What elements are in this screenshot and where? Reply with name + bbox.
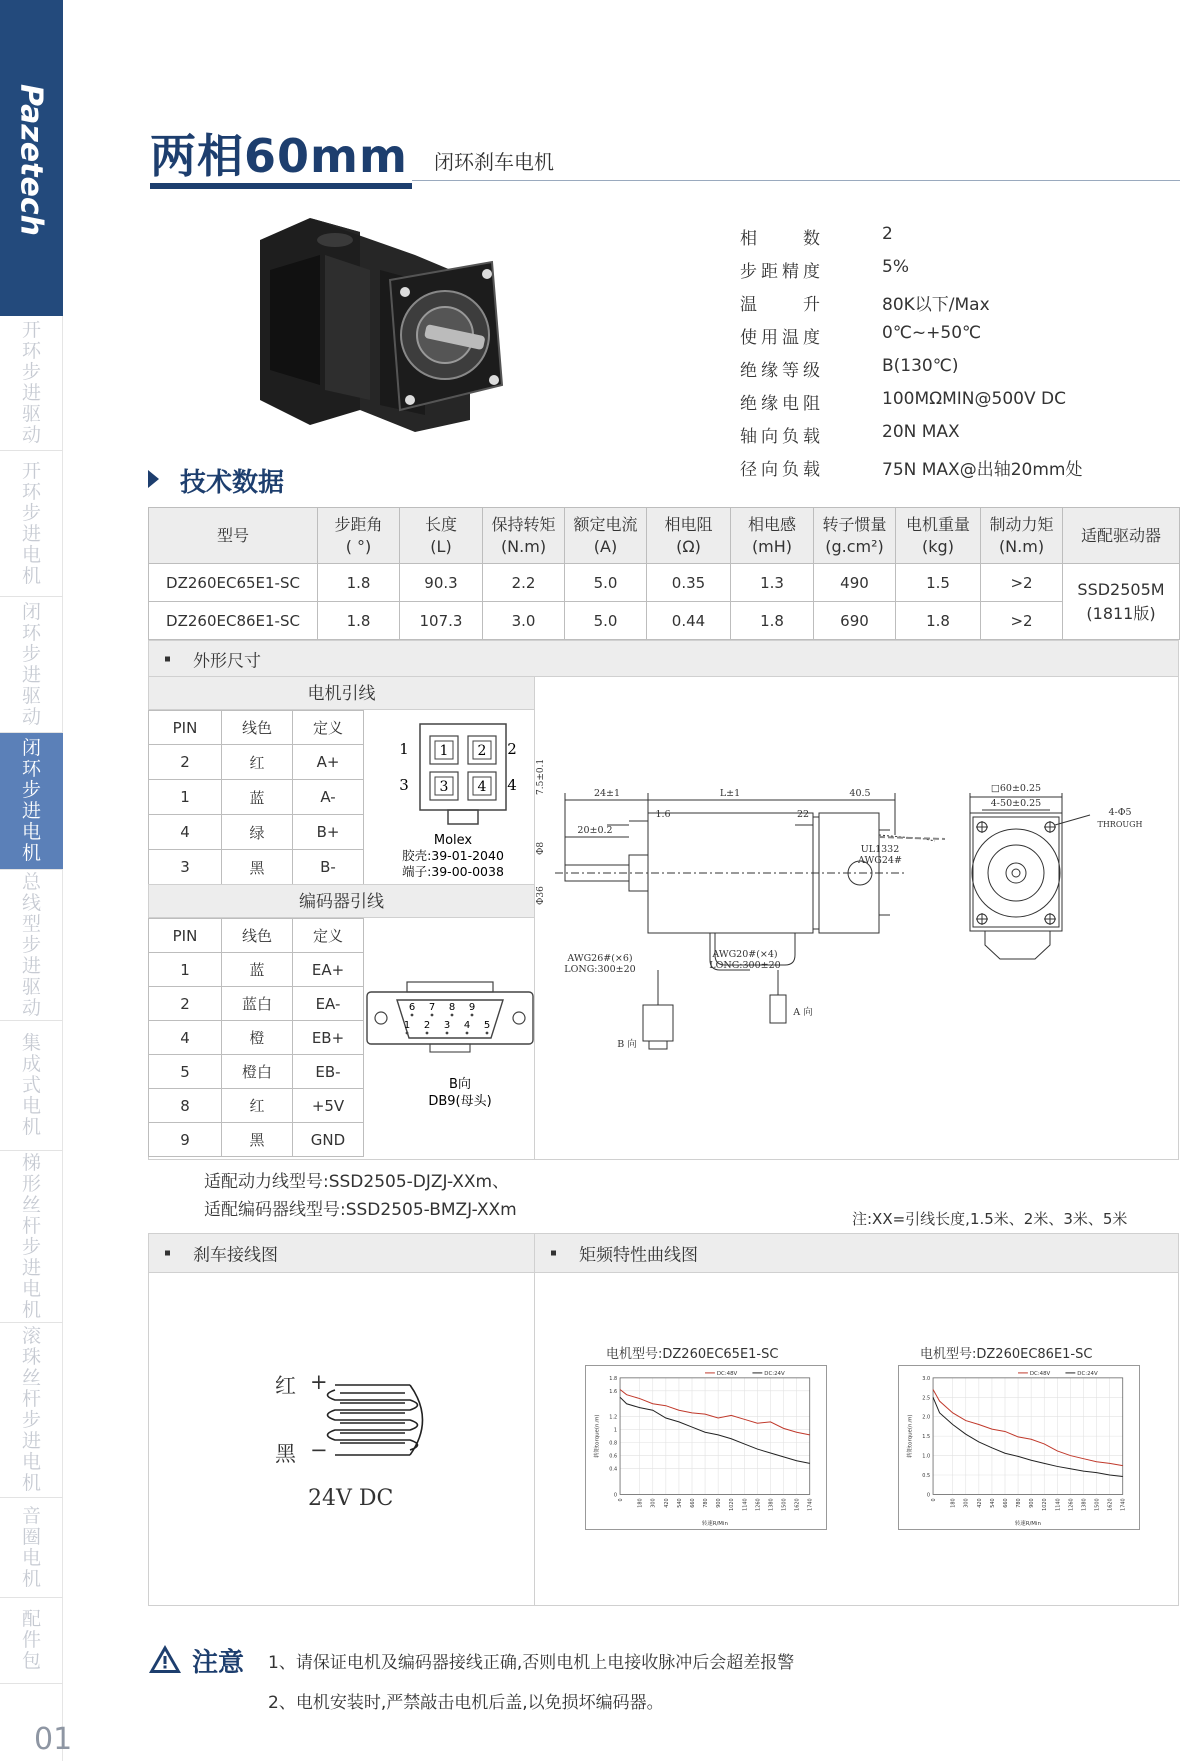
y-tick-label: 1 [613, 1427, 618, 1434]
table-cell: 蓝 [222, 780, 293, 815]
sidebar-item-accessories[interactable] [0, 1598, 63, 1684]
x-tick-label: 900 [1029, 1498, 1036, 1508]
spec-row [740, 356, 1200, 380]
table-row [149, 1021, 364, 1055]
cable-note-encoder: 适配编码器线型号:SSD2505-BMZJ-XXm [204, 1200, 517, 1220]
dim-label: 20±0.2 [577, 825, 613, 836]
x-axis-label: 转速R/Min [701, 1521, 728, 1528]
x-tick-label: 1140 [1055, 1498, 1062, 1511]
column-header: 额定电流 (A) [565, 508, 647, 564]
divider [534, 1233, 535, 1606]
spec-label: 使用温度 [740, 328, 820, 348]
table-row [149, 850, 364, 885]
table-cell: 蓝白 [222, 987, 293, 1021]
connector-pin-label: 3 [399, 776, 409, 794]
table-cell: EA- [293, 987, 364, 1021]
driver-cell: SSD2505M (1811版) [1063, 564, 1180, 640]
spec-row [740, 290, 1200, 314]
connector-terminal: 端子:39-00-0038 [402, 864, 504, 879]
dim-label: L±1 [719, 788, 741, 799]
encoder-leads-table [148, 918, 364, 1157]
legend-entry: DC:24V [1077, 1370, 1098, 1377]
x-tick-label: 0 [931, 1498, 938, 1502]
y-tick-label: 0.6 [609, 1453, 618, 1460]
motor-leads-table [148, 710, 364, 885]
y-tick-label: 0 [926, 1492, 931, 1499]
table-cell: 1.3 [731, 564, 814, 602]
drawing-note: UL1332 [860, 844, 900, 855]
table-cell: 黑 [222, 1123, 293, 1157]
table-cell: EB- [293, 1055, 364, 1089]
dim-label: 24±1 [593, 788, 621, 799]
table-cell: 红 [222, 745, 293, 780]
x-tick-label: 660 [1002, 1498, 1009, 1508]
section-title: 刹车接线图 [193, 1245, 278, 1266]
sidebar-item-voice-coil-motor[interactable] [0, 1498, 63, 1598]
x-tick-label: 540 [989, 1498, 996, 1508]
table-cell: 橙白 [222, 1055, 293, 1089]
spec-row [740, 389, 1200, 413]
page-number: 01 [34, 1722, 73, 1757]
connector-pin-label: 3 [439, 779, 449, 795]
drawing-note: A 向 [793, 1007, 813, 1018]
table-cell: +5V [293, 1089, 364, 1123]
encoder-leads-title: 编码器引线 [148, 884, 535, 918]
db9-pin-label: 4 [463, 1020, 471, 1031]
table-row [149, 745, 364, 780]
series-line [620, 1390, 810, 1435]
db9-pin-label: 2 [423, 1020, 431, 1031]
sidebar-item-bus-driver[interactable] [0, 870, 63, 1021]
sidebar [0, 0, 73, 1761]
y-axis-label: 转矩torque(n.m) [907, 1414, 914, 1458]
connector-pin-label: 1 [399, 740, 409, 758]
dim-label: 4-Φ5 [1108, 807, 1132, 818]
db9-pin-label: 1 [403, 1020, 411, 1031]
sidebar-item-label: 开环步进驱动 [21, 319, 41, 446]
x-tick-label: 900 [716, 1498, 723, 1508]
brand-logo: Pazetech [13, 84, 49, 236]
spec-value: 2 [882, 224, 893, 244]
spec-label: 轴向负载 [740, 427, 820, 447]
connector-pin-label: 2 [507, 740, 517, 758]
legend-entry: DC:48V [1029, 1370, 1051, 1377]
column-header: 保持转矩 (N.m) [483, 508, 565, 564]
dim-label: 22 [796, 809, 810, 820]
spec-row [740, 257, 1200, 281]
sidebar-item-open-loop-motor[interactable] [0, 451, 63, 597]
table-cell: 5 [149, 1055, 222, 1089]
x-tick-label: 1380 [768, 1498, 775, 1511]
table-row [149, 602, 1180, 640]
table-cell: DZ260EC65E1-SC [149, 564, 318, 602]
sidebar-item-label: 闭环步进驱动 [21, 600, 41, 728]
column-header: 型号 [149, 508, 318, 564]
torque-chart-1 [585, 1365, 827, 1530]
dim-label: Φ8 [536, 841, 546, 855]
table-cell: 0.35 [647, 564, 731, 602]
sidebar-item-integrated-motor[interactable] [0, 1021, 63, 1151]
notice-line: 2、电机安装时,严禁敲击电机后盖,以免损坏编码器。 [268, 1693, 664, 1713]
spec-label: 径向负载 [740, 460, 820, 480]
table-cell: 2.2 [483, 564, 565, 602]
drawing-note: AWG26#(×6) [567, 953, 633, 964]
section-title: 技术数据 [180, 468, 285, 498]
chart-title: 电机型号:DZ260EC65E1-SC [606, 1347, 779, 1362]
y-tick-label: 3.0 [922, 1375, 931, 1382]
outline-section-bar [148, 640, 1179, 677]
table-cell: 5.0 [565, 602, 647, 640]
x-tick-label: 1260 [1068, 1498, 1075, 1511]
table-cell: 4 [149, 815, 222, 850]
bullet-icon [165, 656, 170, 661]
table-row [149, 564, 1180, 602]
y-tick-label: 0.8 [609, 1440, 618, 1447]
x-tick-label: 540 [676, 1498, 683, 1508]
cable-length-note: 注:XX=引线长度,1.5米、2米、3米、5米 [852, 1210, 1128, 1228]
column-header: PIN [149, 711, 222, 745]
y-tick-label: 1.8 [609, 1375, 618, 1382]
column-header: 定义 [293, 919, 364, 953]
brake-red-label: 红 [275, 1374, 296, 1398]
spec-value: 0℃~+50℃ [882, 323, 982, 343]
sidebar-item-closed-loop-driver[interactable] [0, 597, 63, 733]
table-cell: 绿 [222, 815, 293, 850]
motor-image [240, 210, 510, 440]
spec-label: 绝缘电阻 [740, 394, 820, 414]
section-title: 矩频特性曲线图 [579, 1245, 698, 1266]
brake-black-label: 黑 [275, 1442, 296, 1466]
column-header: 相电感 (mH) [731, 508, 814, 564]
sidebar-item-trapezoidal-screw-motor[interactable] [0, 1151, 63, 1323]
table-cell: 1.8 [731, 602, 814, 640]
column-header: 电机重量 (kg) [896, 508, 981, 564]
table-cell: 1.8 [318, 564, 400, 602]
series-line [620, 1397, 810, 1463]
column-header: 转子惯量 (g.cm²) [814, 508, 896, 564]
sidebar-item-closed-loop-motor[interactable] [0, 733, 63, 870]
dim-label: □60±0.25 [990, 783, 1042, 794]
spec-value: 80K以下/Max [882, 295, 990, 315]
x-tick-label: 1500 [781, 1498, 788, 1511]
table-cell: 2 [149, 987, 222, 1021]
series-line [933, 1390, 1123, 1466]
notice-line: 1、请保证电机及编码器接线正确,否则电机上电接收脉冲后会超差报警 [268, 1653, 795, 1673]
column-header: 定义 [293, 711, 364, 745]
table-cell: 0.44 [647, 602, 731, 640]
x-tick-label: 1620 [794, 1498, 801, 1511]
triangle-bullet-icon [148, 470, 159, 488]
sidebar-item-label: 闭环步进电机 [21, 737, 41, 864]
connector-brand: Molex [433, 833, 473, 848]
table-cell: 5.0 [565, 564, 647, 602]
db9-pin-label: 9 [468, 1002, 476, 1013]
y-tick-label: 1.2 [609, 1414, 618, 1421]
x-tick-label: 420 [663, 1498, 670, 1508]
x-tick-label: 780 [703, 1498, 710, 1508]
dim-label: 1.6 [655, 809, 671, 820]
drawing-note: AWG20#(×4) [712, 949, 778, 960]
drawing-note: LONG:300±20 [709, 960, 781, 971]
table-cell: 690 [814, 602, 896, 640]
x-tick-label: 660 [689, 1498, 696, 1508]
spec-value: 20N MAX [882, 422, 960, 442]
table-header-row [149, 711, 364, 745]
table-cell: 3.0 [483, 602, 565, 640]
table-header-row [149, 508, 1180, 564]
header-divider [412, 180, 1180, 181]
y-tick-label: 1.0 [922, 1453, 931, 1460]
x-tick-label: 1260 [755, 1498, 762, 1511]
table-row [149, 987, 364, 1021]
cable-note-power: 适配动力线型号:SSD2505-DJZJ-XXm、 [204, 1172, 510, 1192]
connector-pin-label: 2 [477, 743, 487, 759]
column-header: 适配驱动器 [1063, 508, 1180, 564]
sidebar-item-label: 音圈电机 [21, 1504, 41, 1590]
table-cell: 107.3 [400, 602, 483, 640]
db9-pin-label: 3 [443, 1020, 451, 1031]
db9-pin-label: 5 [483, 1020, 491, 1031]
table-cell: 红 [222, 1089, 293, 1123]
table-cell: 1.8 [896, 602, 981, 640]
table-cell: EA+ [293, 953, 364, 987]
table-cell: GND [293, 1123, 364, 1157]
drawing-note: LONG:300±20 [564, 964, 636, 975]
spec-label: 相 数 [740, 229, 820, 249]
spec-value: 75N MAX@出轴20mm处 [882, 460, 1083, 480]
table-header-row [149, 919, 364, 953]
table-cell: 1.8 [318, 602, 400, 640]
notice-title: 注意 [192, 1648, 245, 1678]
tech-data-table [148, 507, 1180, 640]
y-tick-label: 0.5 [922, 1472, 931, 1479]
db9-type: DB9(母头) [428, 1094, 492, 1109]
connector-pin-label: 4 [507, 776, 517, 794]
dim-label: 4-50±0.25 [990, 798, 1042, 809]
title-underline [150, 183, 412, 189]
brake-minus-label: − [310, 1438, 328, 1462]
spec-row [740, 455, 1200, 479]
y-tick-label: 1.6 [609, 1388, 618, 1395]
x-tick-label: 1380 [1081, 1498, 1088, 1511]
section-title: 外形尺寸 [193, 651, 261, 671]
x-tick-label: 0 [618, 1498, 625, 1502]
chart-title: 电机型号:DZ260EC86E1-SC [920, 1347, 1093, 1362]
db9-connector-diagram [365, 982, 535, 1112]
x-tick-label: 780 [1016, 1498, 1023, 1508]
x-tick-label: 180 [637, 1498, 644, 1508]
column-header: 线色 [222, 711, 293, 745]
table-row [149, 1055, 364, 1089]
table-cell: 1.5 [896, 564, 981, 602]
motor-leads-title: 电机引线 [148, 676, 535, 710]
series-line [933, 1397, 1123, 1476]
dim-label: THROUGH [1097, 820, 1143, 829]
sidebar-item-label: 集成式电机 [21, 1032, 41, 1138]
table-cell: >2 [981, 602, 1063, 640]
spec-row [740, 224, 1200, 248]
table-cell: 90.3 [400, 564, 483, 602]
brake-voltage: 24V DC [308, 1486, 394, 1511]
y-tick-label: 0.4 [609, 1466, 618, 1473]
column-header: 相电阻 (Ω) [647, 508, 731, 564]
table-row [149, 1089, 364, 1123]
page-title: 两相60mm [150, 129, 408, 183]
table-cell: 橙 [222, 1021, 293, 1055]
dim-label: 7.5±0.1 [536, 758, 546, 795]
sidebar-item-label: 开环步进电机 [21, 459, 41, 587]
table-cell: >2 [981, 564, 1063, 602]
sidebar-item-label: 配件包 [21, 1608, 41, 1672]
dimension-drawing [536, 755, 1175, 1075]
table-cell: 1 [149, 780, 222, 815]
table-row [149, 780, 364, 815]
column-header: 步距角 ( °) [318, 508, 400, 564]
sidebar-item-label: 滚珠丝杆步进电机 [21, 1325, 41, 1494]
table-cell: A- [293, 780, 364, 815]
drawing-note: B 向 [617, 1039, 637, 1050]
x-tick-label: 1020 [1042, 1498, 1049, 1511]
x-tick-label: 1140 [742, 1498, 749, 1511]
dim-label: 40.5 [849, 788, 871, 799]
table-cell: 2 [149, 745, 222, 780]
table-cell: B+ [293, 815, 364, 850]
table-cell: B- [293, 850, 364, 885]
cable-notes [204, 1168, 517, 1224]
connector-pin-label: 4 [477, 779, 487, 795]
table-cell: 黑 [222, 850, 293, 885]
y-tick-label: 2.5 [922, 1395, 931, 1402]
spec-label: 绝缘等级 [740, 361, 820, 381]
db9-pin-label: 7 [428, 1002, 436, 1013]
x-tick-label: 1020 [729, 1498, 736, 1511]
table-cell: EB+ [293, 1021, 364, 1055]
spec-row [740, 323, 1200, 347]
brand-banner [0, 0, 63, 316]
legend-entry: DC:48V [716, 1370, 738, 1377]
plot-area [620, 1378, 810, 1495]
table-row [149, 815, 364, 850]
column-header: PIN [149, 919, 222, 953]
connector-pin-label: 1 [439, 743, 449, 759]
table-cell: 1 [149, 953, 222, 987]
db9-pin-label: 6 [408, 1002, 416, 1013]
table-cell: 490 [814, 564, 896, 602]
table-cell: A+ [293, 745, 364, 780]
spec-value: 5% [882, 257, 909, 277]
y-tick-label: 1.5 [922, 1434, 931, 1441]
y-tick-label: 2.0 [922, 1414, 931, 1421]
spec-label: 温 升 [740, 295, 820, 315]
db9-pin-label: 8 [448, 1002, 456, 1013]
column-header: 长度 (L) [400, 508, 483, 564]
table-row [149, 1123, 364, 1157]
x-tick-label: 1740 [807, 1498, 814, 1511]
column-header: 制动力矩 (N.m) [981, 508, 1063, 564]
table-cell: 蓝 [222, 953, 293, 987]
spec-row [740, 422, 1200, 446]
spec-label: 步距精度 [740, 262, 820, 282]
spec-value: 100MΩMIN@500V DC [882, 389, 1066, 409]
sidebar-item-label: 总线型步进驱动 [21, 870, 41, 1019]
sidebar-item-ball-screw-motor[interactable] [0, 1323, 63, 1498]
x-tick-label: 300 [963, 1498, 970, 1508]
y-axis-label: 转矩torque(n.m) [594, 1414, 601, 1458]
table-cell: 4 [149, 1021, 222, 1055]
x-tick-label: 1740 [1120, 1498, 1127, 1511]
x-tick-label: 1620 [1107, 1498, 1114, 1511]
column-header: 线色 [222, 919, 293, 953]
torque-chart-2 [898, 1365, 1140, 1530]
table-cell: 9 [149, 1123, 222, 1157]
table-cell: 3 [149, 850, 222, 885]
dim-label: Φ36 [536, 886, 546, 905]
table-cell: DZ260EC86E1-SC [149, 602, 318, 640]
sidebar-item-open-loop-driver[interactable] [0, 316, 63, 451]
sidebar-item-label: 梯形丝杆步进电机 [21, 1151, 41, 1321]
connector-housing: 胶壳:39-01-2040 [402, 848, 504, 863]
page-subtitle: 闭环刹车电机 [434, 150, 554, 174]
warning-icon [147, 1643, 183, 1675]
x-axis-label: 转速R/Min [1014, 1521, 1041, 1528]
spec-value: B(130℃) [882, 356, 959, 376]
brake-plus-label: + [310, 1370, 328, 1394]
drawing-note: AWG24# [858, 855, 902, 866]
x-tick-label: 300 [650, 1498, 657, 1508]
table-cell: 8 [149, 1089, 222, 1123]
x-tick-label: 180 [950, 1498, 957, 1508]
x-tick-label: 420 [976, 1498, 983, 1508]
table-row [149, 953, 364, 987]
legend-entry: DC:24V [764, 1370, 785, 1377]
molex-connector-diagram [388, 722, 518, 882]
db9-direction: B向 [449, 1077, 471, 1092]
y-tick-label: 0 [613, 1492, 618, 1499]
x-tick-label: 1500 [1094, 1498, 1101, 1511]
